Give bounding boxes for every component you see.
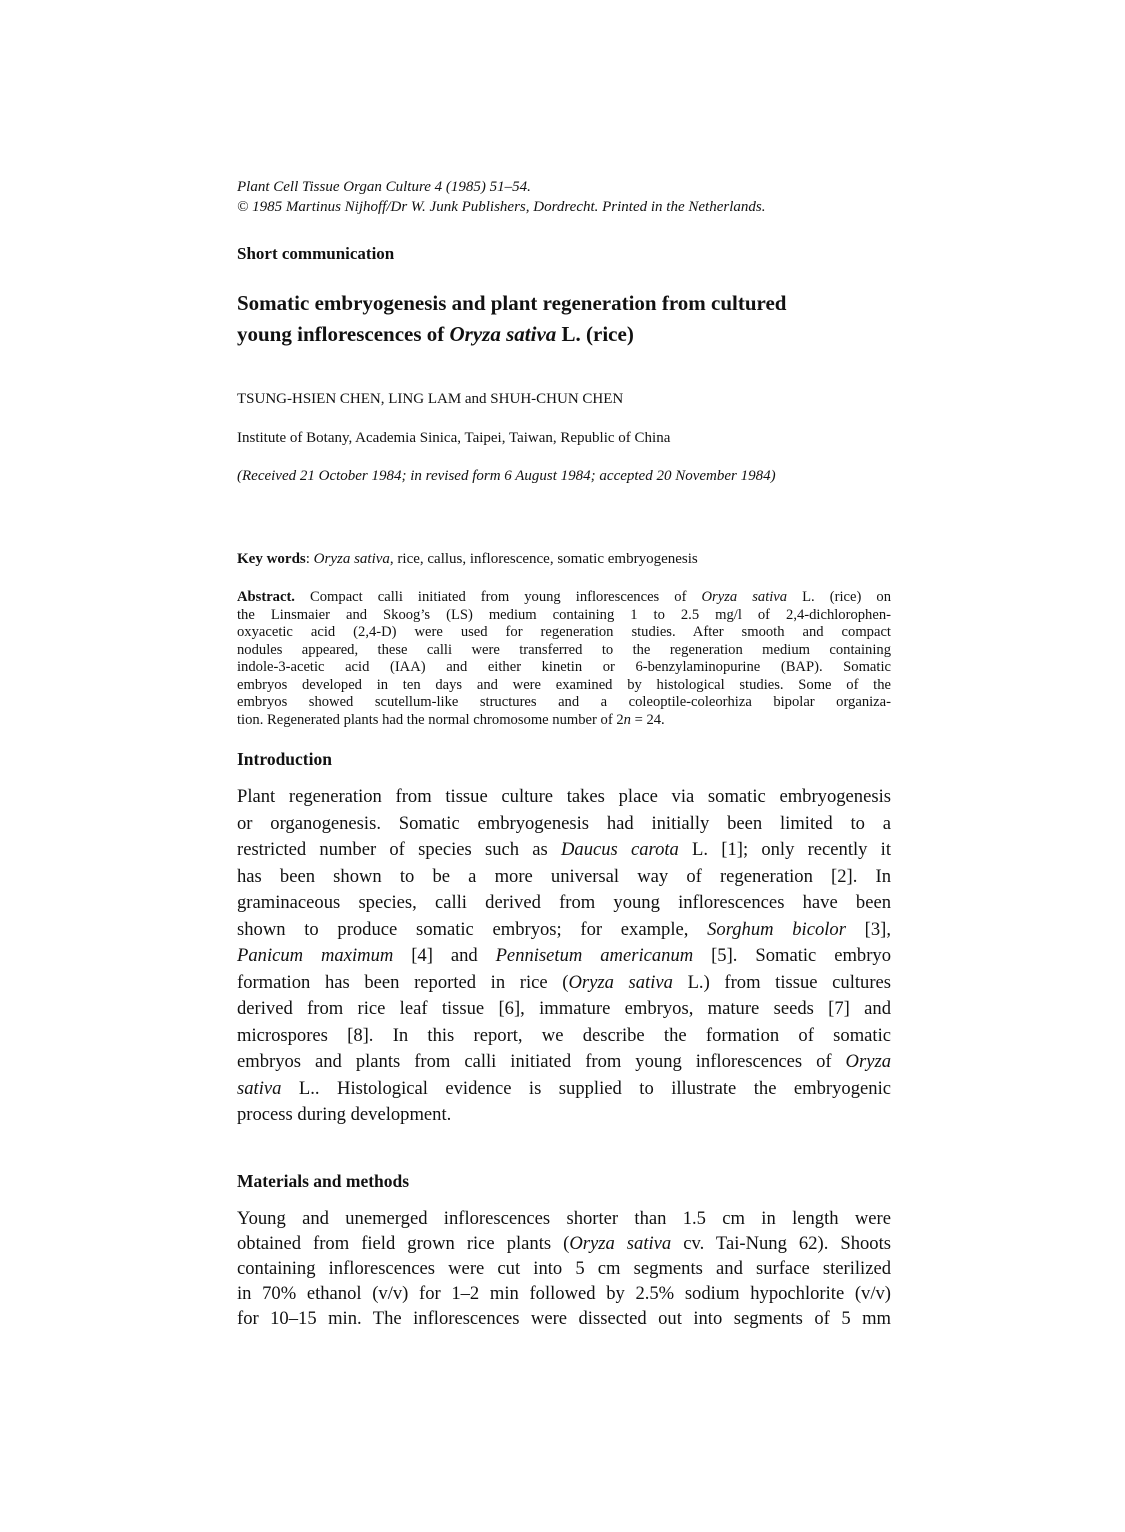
text-run: obtained from field grown rice plants ( <box>237 1232 570 1254</box>
text-run: or organogenesis. Somatic embryogenesis had initially been limited to a <box>237 812 891 834</box>
title-species: Oryza sativa <box>449 322 557 346</box>
text-line <box>237 659 891 677</box>
text-line <box>237 642 891 660</box>
text-line <box>237 943 891 970</box>
text-run: microspores [8]. In this report, we describe the formation of somatic <box>237 1024 891 1046</box>
keywords <box>237 551 698 568</box>
text-run: Compact calli initiated from young inflorescences of <box>294 589 702 605</box>
run-in-heading: Abstract. <box>237 589 295 605</box>
text-line <box>237 694 891 712</box>
text-line <box>237 607 891 625</box>
introduction-body <box>237 784 891 1129</box>
text-line <box>237 864 891 891</box>
text-run: has been shown to be a more universal way of regeneration [2]. In <box>237 865 891 887</box>
affiliation: Institute of Botany, Academia Sinica, Taipei, Taiwan, Republic of China <box>237 430 671 446</box>
text-run: graminaceous species, calli derived from young inflorescences have been <box>237 892 891 913</box>
italic-term: Oryza sativa <box>568 971 673 993</box>
text-line <box>237 917 891 944</box>
text-line <box>237 996 891 1023</box>
text-run: [3], <box>845 918 891 940</box>
text-run: L. [1]; only recently it <box>678 839 891 860</box>
text-run: restricted number of species such as <box>237 839 561 860</box>
italic-term: Sorghum bicolor <box>707 918 846 940</box>
copyright-line: © 1985 Martinus Nijhoff/Dr W. Junk Publishers, Dordrecht. Printed in the Netherlands. <box>237 199 766 215</box>
italic-term: Oryza <box>845 1051 891 1072</box>
text-run: embryos and plants from calli initiated from young inflorescences of <box>237 1051 846 1072</box>
text-run: embryos showed scutellum-like structures and a coleoptile-coleorhiza bipolar organiza- <box>237 694 891 710</box>
text-line <box>237 1307 891 1332</box>
title-line-1: Somatic embryogenesis and plant regeneration from cultured <box>237 291 787 315</box>
methods-body <box>237 1207 891 1332</box>
text-line <box>237 1076 891 1103</box>
methods-heading: Materials and methods <box>237 1171 410 1191</box>
section-type: Short communication <box>237 244 395 263</box>
abstract <box>237 589 891 729</box>
italic-term: Panicum maximum <box>237 945 394 966</box>
italic-term: Daucus carota <box>560 839 679 860</box>
text-run: formation has been reported in rice ( <box>237 971 569 993</box>
text-line <box>237 1282 891 1307</box>
text-line <box>237 624 891 642</box>
italic-term: Pennisetum americanum <box>495 945 694 966</box>
paper-title <box>237 288 786 350</box>
text-run: L.. Histological evidence is supplied to illustrate the embryogenic <box>281 1077 891 1099</box>
text-line <box>237 589 891 607</box>
text-run: [4] and <box>393 945 496 966</box>
text-run: the Linsmaier and Skoog’s (LS) medium containing 1 to 2.5 mg/l of 2,4-dichlorophen- <box>237 606 891 623</box>
italic-term: Oryza sativa <box>701 589 788 605</box>
journal-header <box>237 177 765 217</box>
text-run: derived from rice leaf tissue [6], immature embryos, mature seeds [7] and <box>237 998 891 1019</box>
text-line <box>237 837 891 864</box>
authors: TSUNG-HSIEN CHEN, LING LAM and SHUH-CHUN CHEN <box>237 391 624 407</box>
text-run: L. (rice) on <box>787 589 891 605</box>
text-run: in 70% ethanol (v/v) for 1–2 min followed by 2.5% sodium hypochlorite (v/v) <box>237 1282 891 1304</box>
italic-term: Oryza sativa <box>569 1232 672 1254</box>
keywords-list: , rice, callus, inflorescence, somatic embryogenesis <box>389 551 698 567</box>
text-run: indole-3-acetic acid (IAA) and either kinetin or 6-benzylaminopurine (BAP). Somatic <box>237 659 891 675</box>
text-line <box>237 1232 891 1257</box>
text-line <box>237 1023 891 1050</box>
text-run: nodules appeared, these calli were transferred to the regeneration medium containing <box>237 641 891 658</box>
text-run: Young and unemerged inflorescences shorter than 1.5 cm in length were <box>237 1208 891 1229</box>
text-run: tion. Regenerated plants had the normal chromosome number of 2 <box>237 711 624 728</box>
keywords-sep: : <box>305 551 314 567</box>
text-line <box>237 712 891 730</box>
text-line <box>237 890 891 917</box>
text-line <box>237 677 891 695</box>
text-run: shown to produce somatic embryos; for example, <box>237 918 708 940</box>
keywords-species: Oryza sativa <box>313 551 390 567</box>
text-run: = 24. <box>630 711 665 728</box>
introduction-heading: Introduction <box>237 749 332 769</box>
text-run: [5]. Somatic embryo <box>693 945 891 966</box>
text-line <box>237 811 891 838</box>
italic-term: sativa <box>237 1077 282 1099</box>
text-line <box>237 970 891 997</box>
text-run: process during development. <box>237 1104 452 1125</box>
title-text: L. (rice) <box>556 322 634 346</box>
text-run: Plant regeneration from tissue culture takes place via somatic embryogenesis <box>237 786 891 807</box>
italic-term: n <box>623 711 631 728</box>
text-line <box>237 1207 891 1232</box>
text-run: for 10–15 min. The inflorescences were dissected out into segments of 5 mm <box>237 1307 891 1329</box>
keywords-label: Key words <box>237 551 306 567</box>
text-run: oxyacetic acid (2,4-D) were used for regeneration studies. After smooth and compact <box>237 624 891 640</box>
title-text: young inflorescences of <box>237 322 450 346</box>
text-run: embryos developed in ten days and were examined by histological studies. Some of the <box>237 676 891 693</box>
received-dates: (Received 21 October 1984; in revised form 6 August 1984; accepted 20 November 1984) <box>237 468 776 484</box>
text-run: L.) from tissue cultures <box>672 971 892 993</box>
text-line <box>237 1257 891 1282</box>
text-line <box>237 1049 891 1076</box>
text-run: containing inflorescences were cut into 5 cm segments and surface sterilized <box>237 1257 891 1279</box>
title-line-2 <box>237 319 786 350</box>
journal-citation: Plant Cell Tissue Organ Culture 4 (1985) 51–54. <box>237 179 531 195</box>
text-line <box>237 1102 891 1129</box>
text-run: cv. Tai-Nung 62). Shoots <box>671 1232 891 1254</box>
text-line <box>237 784 891 811</box>
